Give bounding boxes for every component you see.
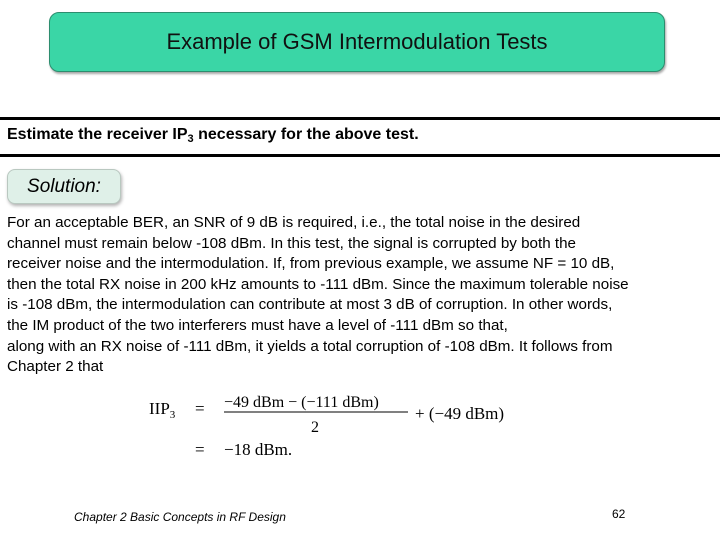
question-text bbox=[7, 126, 419, 145]
body-line: For an acceptable BER, an SNR of 9 dB is required, i.e., the total noise in the desired bbox=[7, 214, 581, 231]
body-line: channel must remain below -108 dBm. In this test, the signal is corrupted by both the bbox=[7, 234, 576, 252]
body-line: along with an RX noise of -111 dBm, it yields a total corruption of -108 dBm. It follows from bbox=[7, 337, 613, 355]
solution-body bbox=[7, 213, 715, 378]
iip3-equation bbox=[140, 385, 540, 465]
solution-label: Solution: bbox=[27, 175, 101, 197]
footer-chapter: Chapter 2 Basic Concepts in RF Design bbox=[74, 510, 286, 524]
solution-label-box bbox=[7, 169, 121, 204]
equation-equals-2: = bbox=[195, 440, 205, 459]
body-line: is -108 dBm, the intermodulation can contribute at most 3 dB of corruption. In other words, bbox=[7, 296, 613, 314]
equation-lhs: $IIP_3$ bbox=[149, 399, 176, 421]
body-line: Chapter 2 that bbox=[7, 358, 104, 376]
page-number: 62 bbox=[612, 507, 626, 521]
bottom-divider bbox=[0, 154, 720, 157]
slide-title: Example of GSM Intermodulation Tests bbox=[166, 29, 548, 54]
equation-result: −18 dBm. bbox=[224, 440, 293, 459]
question-before: Estimate the receiver IP bbox=[7, 126, 188, 143]
equation-numerator: −49 dBm − (−111 dBm) bbox=[224, 394, 379, 411]
equation-plus-term: + (−49 dBm) bbox=[415, 404, 505, 423]
top-divider bbox=[0, 117, 720, 120]
body-line: receiver noise and the intermodulation. If, from previous example, we assume NF = 10 dB, bbox=[7, 255, 615, 273]
equation-equals-1: = bbox=[195, 399, 205, 418]
body-line: then the total RX noise in 200 kHz amounts to -111 dBm. Since the maximum tolerable noise bbox=[7, 275, 629, 293]
body-line: the IM product of the two interferers must have a level of -111 dBm so that, bbox=[7, 316, 508, 334]
question-after: necessary for the above test. bbox=[193, 126, 419, 143]
title-banner bbox=[49, 12, 665, 72]
question-subscript: 3 bbox=[187, 133, 194, 145]
equation-denominator: 2 bbox=[311, 419, 319, 436]
